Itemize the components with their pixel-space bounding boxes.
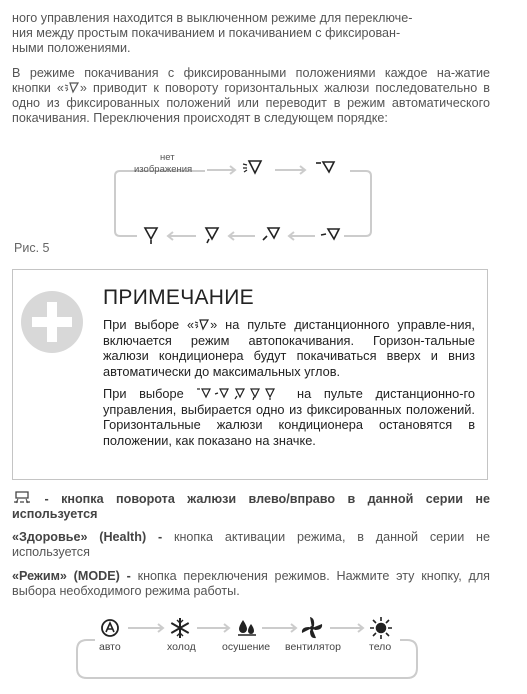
note-p1-after: » на пульте дистанционного управле-ния, включается режим автопокачивания. Горизон-тальные жалюзи кондиционера будут покачиваться вверх и вниз автоматически до максимальных углов. <box>103 317 475 379</box>
mode-label-body: тело <box>369 641 392 653</box>
note-title: ПРИМЕЧАНИЕ <box>103 286 254 309</box>
swing-order-text-2: » приводит к повороту горизонтальных жалюзи последовательно в одно из фиксированных положений или переводит в режим автоматического покачивания. Переключения происходят в следующем порядке: <box>12 81 490 125</box>
drops-icon <box>238 620 256 635</box>
mode-label-fan: вентилятор <box>285 641 341 653</box>
mode-button-label: «Режим» (MODE) - <box>12 569 131 583</box>
intro-line-3: ными положениями. <box>12 41 131 55</box>
mode-arrow-2 <box>197 624 229 632</box>
figure-caption: Рис. 5 <box>14 241 50 255</box>
swing-button-text: - кнопка поворота жалюзи влево/вправо в данной серии не используется <box>12 492 490 521</box>
mode-label-auto: авто <box>99 641 121 653</box>
note-p1-before: При выборе « <box>103 317 195 332</box>
swing-order-text-1: В режиме покачивания с фиксированными положениями каждое на-жатие кнопки « <box>12 66 490 95</box>
intro-line-1: ного управления находится в выключенном режиме для переключе- <box>12 11 413 25</box>
mode-arrow-3 <box>262 624 296 632</box>
sun-icon <box>370 617 392 639</box>
intro-line-2: ния между простым покачиванием и покачиванием с фиксирован- <box>12 26 401 40</box>
mode-button-text: кнопка переключения режимов. Нажмите эту кнопку, для выбора необходимого режима работы. <box>12 569 490 598</box>
mode-label-cool: холод <box>167 641 196 653</box>
mode-arrow-1 <box>128 624 163 632</box>
health-button-label: «Здоровье» (Health) - <box>12 530 163 544</box>
mode-label-dry: осушение <box>222 641 271 653</box>
auto-icon <box>102 620 118 636</box>
note-p2-before: При выборе <box>103 386 197 401</box>
health-button-text: кнопка активации режима, в данной серии не используется <box>12 530 490 559</box>
snowflake-icon <box>171 618 188 638</box>
note-p2-after: на пульте дистанционно-го управления, выбирается одно из фиксированных положений. Горизонтальные жалюзи кондиционера остановятся в положении, как показано на значке. <box>103 386 475 448</box>
fan-icon <box>302 617 322 638</box>
no-image-label-2: изображения <box>134 164 193 175</box>
mode-arrow-4 <box>330 624 363 632</box>
no-image-label-1: нет <box>160 152 175 163</box>
